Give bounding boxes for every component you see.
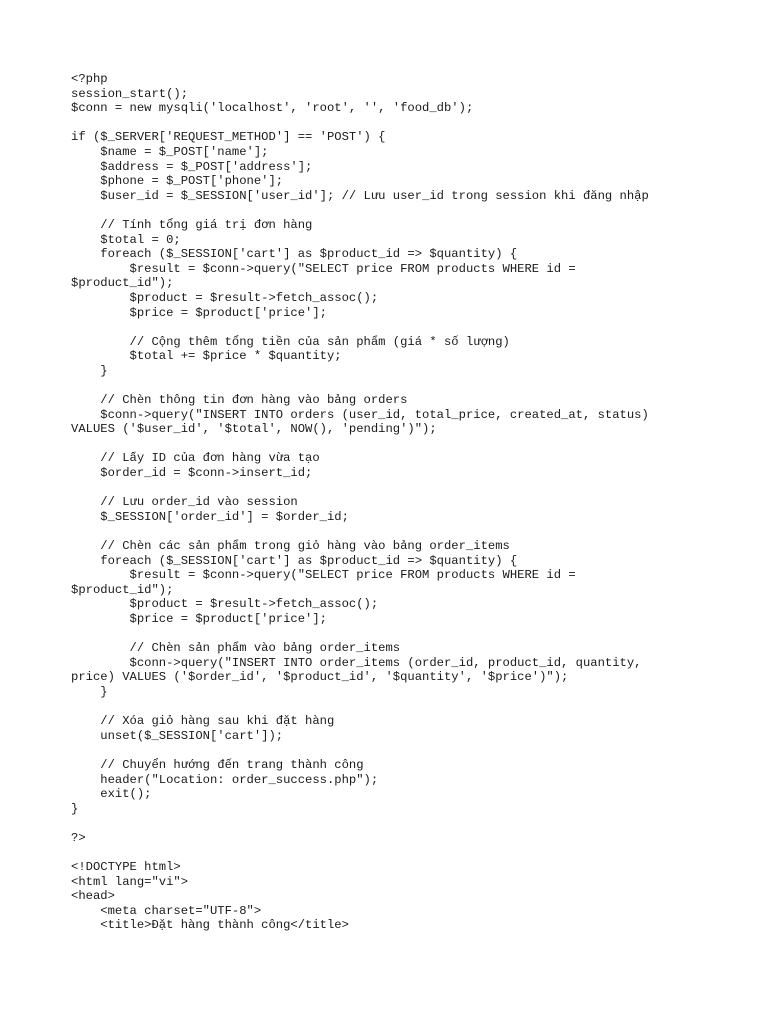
code-line: $total += $price * $quantity; bbox=[71, 349, 342, 364]
code-line: $order_id = $conn->insert_id; bbox=[71, 466, 313, 481]
code-line: if ($_SERVER['REQUEST_METHOD'] == 'POST') { bbox=[71, 130, 386, 145]
code-line: } bbox=[71, 363, 108, 378]
code-line: <head> bbox=[71, 889, 115, 904]
code-line: // Xóa giỏ hàng sau khi đặt hàng bbox=[71, 714, 335, 729]
code-line: $conn->query("INSERT INTO order_items (order_id, product_id, quantity, bbox=[71, 655, 642, 670]
code-line: <?php bbox=[71, 72, 108, 86]
code-line bbox=[71, 378, 649, 393]
php-code-listing bbox=[71, 72, 649, 933]
code-line: <html lang="vi"> bbox=[71, 874, 189, 889]
code-line bbox=[71, 116, 649, 131]
code-line: $product = $result->fetch_assoc(); bbox=[71, 597, 379, 612]
code-line: } bbox=[71, 801, 79, 816]
code-line bbox=[71, 437, 649, 452]
code-line: $product = $result->fetch_assoc(); bbox=[71, 290, 379, 305]
code-line: $price = $product['price']; bbox=[71, 305, 327, 320]
code-line: <!DOCTYPE html> bbox=[71, 860, 181, 875]
code-line: } bbox=[71, 684, 108, 699]
code-line: $product_id"); bbox=[71, 276, 174, 291]
code-line: $user_id = $_SESSION['user_id']; // Lưu user_id trong session khi đăng nhập bbox=[71, 188, 649, 203]
code-line: $conn = new mysqli('localhost', 'root', '', 'food_db'); bbox=[71, 101, 474, 116]
code-line: // Chèn thông tin đơn hàng vào bảng orders bbox=[71, 393, 408, 408]
code-line: foreach ($_SESSION['cart'] as $product_id => $quantity) { bbox=[71, 553, 518, 568]
code-line: <title>Đặt hàng thành công</title> bbox=[71, 918, 349, 933]
code-line bbox=[71, 743, 649, 758]
code-line: // Tính tổng giá trị đơn hàng bbox=[71, 217, 313, 232]
code-line: // Cộng thêm tổng tiền của sản phẩm (giá * số lượng) bbox=[71, 334, 510, 349]
code-line: foreach ($_SESSION['cart'] as $product_id => $quantity) { bbox=[71, 247, 518, 262]
code-line: // Chèn các sản phẩm trong giỏ hàng vào bảng order_items bbox=[71, 539, 510, 553]
code-line: $phone = $_POST['phone']; bbox=[71, 174, 284, 189]
code-line: price) VALUES ('$order_id', '$product_id', '$quantity', '$price')"); bbox=[71, 670, 569, 685]
code-line: $product_id"); bbox=[71, 582, 174, 597]
code-line bbox=[71, 700, 649, 715]
code-line: $price = $product['price']; bbox=[71, 611, 327, 626]
code-line bbox=[71, 203, 649, 218]
code-line bbox=[71, 524, 649, 539]
code-line: $conn->query("INSERT INTO orders (user_id, total_price, created_at, status) bbox=[71, 407, 649, 422]
code-line: session_start(); bbox=[71, 86, 189, 101]
code-line bbox=[71, 320, 649, 335]
code-line: ?> bbox=[71, 830, 86, 845]
code-line: // Lưu order_id vào session bbox=[71, 495, 298, 510]
code-line: $result = $conn->query("SELECT price FROM products WHERE id = bbox=[71, 261, 576, 276]
code-line bbox=[71, 845, 649, 860]
code-line: $_SESSION['order_id'] = $order_id; bbox=[71, 509, 349, 524]
code-line: <meta charset="UTF-8"> bbox=[71, 903, 262, 918]
code-line: // Chèn sản phẩm vào bảng order_items bbox=[71, 641, 401, 656]
code-line bbox=[71, 816, 649, 831]
code-line: header("Location: order_success.php"); bbox=[71, 772, 379, 787]
code-line bbox=[71, 627, 649, 642]
code-line: $result = $conn->query("SELECT price FROM products WHERE id = bbox=[71, 568, 576, 583]
code-line bbox=[71, 481, 649, 496]
code-line: $total = 0; bbox=[71, 232, 181, 247]
code-line: $name = $_POST['name']; bbox=[71, 144, 269, 159]
code-line: $address = $_POST['address']; bbox=[71, 159, 313, 174]
code-line: // Lấy ID của đơn hàng vừa tạo bbox=[71, 451, 320, 466]
code-line: VALUES ('$user_id', '$total', NOW(), 'pending')"); bbox=[71, 422, 437, 437]
code-line: exit(); bbox=[71, 787, 152, 802]
code-line: // Chuyển hướng đến trang thành công bbox=[71, 757, 364, 772]
code-line: unset($_SESSION['cart']); bbox=[71, 728, 284, 743]
